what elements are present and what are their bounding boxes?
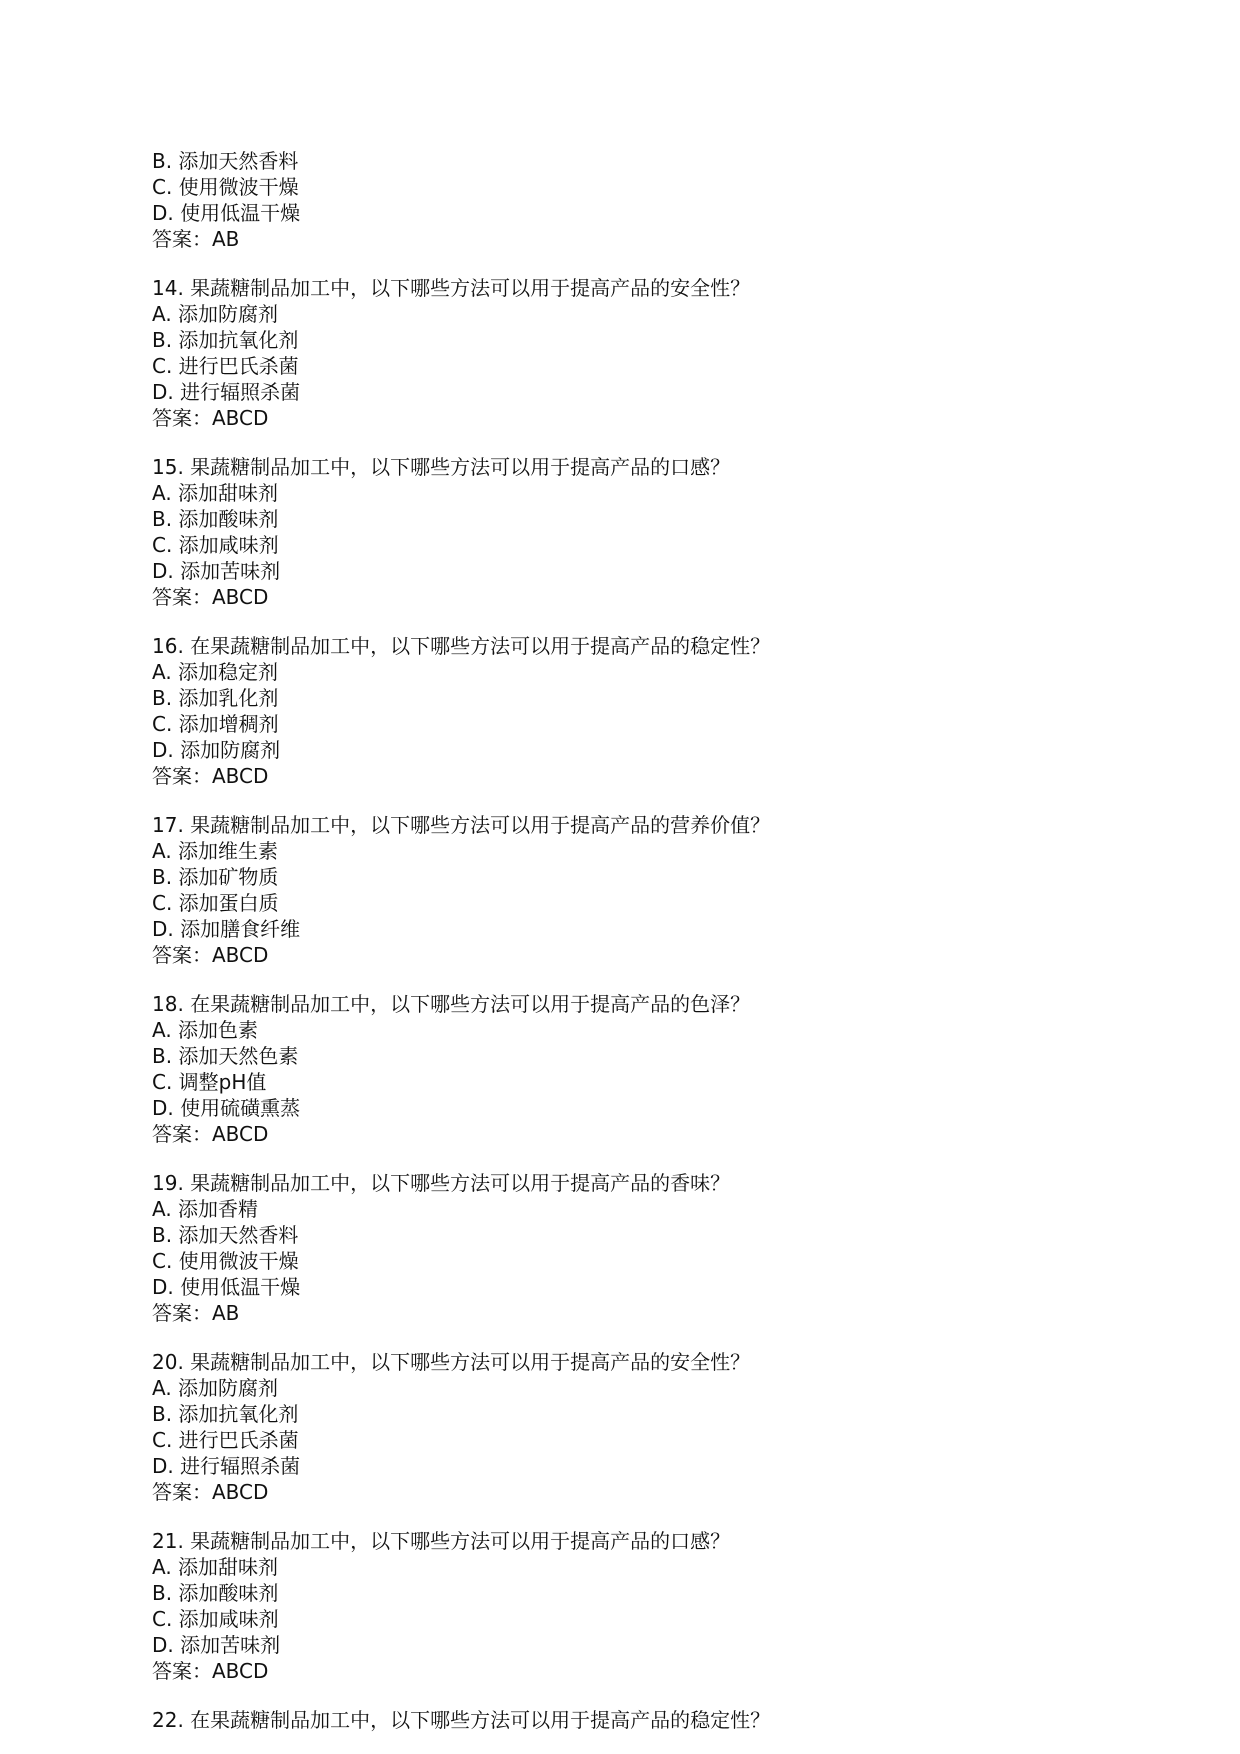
option-c: C. 使用微波干燥 xyxy=(152,1249,299,1273)
question-text: 14. 果蔬糖制品加工中，以下哪些方法可以用于提高产品的安全性？ xyxy=(152,276,751,300)
option-a: A. 添加防腐剂 xyxy=(152,302,279,326)
option-d: D. 添加苦味剂 xyxy=(152,559,281,583)
question-text: 17. 果蔬糖制品加工中，以下哪些方法可以用于提高产品的营养价值？ xyxy=(152,813,771,837)
answer-line: 答案：ABCD xyxy=(152,406,269,430)
question-text: 16. 在果蔬糖制品加工中，以下哪些方法可以用于提高产品的稳定性？ xyxy=(152,634,771,658)
option-a: A. 添加香精 xyxy=(152,1197,259,1221)
option-b: B. 添加抗氧化剂 xyxy=(152,1402,299,1426)
question-text: 21. 果蔬糖制品加工中，以下哪些方法可以用于提高产品的口感？ xyxy=(152,1529,731,1553)
option-b: B. 添加矿物质 xyxy=(152,865,279,889)
option-b: B. 添加乳化剂 xyxy=(152,686,279,710)
document-page xyxy=(152,148,1152,1733)
question-text: 18. 在果蔬糖制品加工中，以下哪些方法可以用于提高产品的色泽？ xyxy=(152,992,751,1016)
option-a: A. 添加色素 xyxy=(152,1018,259,1042)
option-b: B. 添加酸味剂 xyxy=(152,1581,279,1605)
question-19 xyxy=(152,1170,1152,1326)
answer-line: 答案：ABCD xyxy=(152,1122,269,1146)
option-a: A. 添加防腐剂 xyxy=(152,1376,279,1400)
answer-line: 答案：ABCD xyxy=(152,943,269,967)
answer-line: 答案：ABCD xyxy=(152,1480,269,1504)
option-d: D. 使用低温干燥 xyxy=(152,201,301,225)
intro-block xyxy=(152,148,1152,252)
question-14 xyxy=(152,275,1152,431)
answer-line: 答案：ABCD xyxy=(152,585,269,609)
option-b: B. 添加抗氧化剂 xyxy=(152,328,299,352)
option-d: D. 使用低温干燥 xyxy=(152,1275,301,1299)
question-text: 20. 果蔬糖制品加工中，以下哪些方法可以用于提高产品的安全性？ xyxy=(152,1350,751,1374)
question-text: 22. 在果蔬糖制品加工中，以下哪些方法可以用于提高产品的稳定性？ xyxy=(152,1708,771,1732)
answer-line: 答案：ABCD xyxy=(152,764,269,788)
option-d: D. 添加防腐剂 xyxy=(152,738,281,762)
option-c: C. 添加咸味剂 xyxy=(152,1607,279,1631)
question-22 xyxy=(152,1707,1152,1733)
option-c: C. 进行巴氏杀菌 xyxy=(152,1428,299,1452)
option-c: C. 进行巴氏杀菌 xyxy=(152,354,299,378)
option-a: A. 添加稳定剂 xyxy=(152,660,279,684)
question-16 xyxy=(152,633,1152,789)
option-d: D. 进行辐照杀菌 xyxy=(152,1454,301,1478)
option-c: C. 添加增稠剂 xyxy=(152,712,279,736)
option-b: B. 添加天然香料 xyxy=(152,1223,299,1247)
question-text: 15. 果蔬糖制品加工中，以下哪些方法可以用于提高产品的口感？ xyxy=(152,455,731,479)
option-b: B. 添加天然色素 xyxy=(152,1044,299,1068)
question-17 xyxy=(152,812,1152,968)
option-a: A. 添加维生素 xyxy=(152,839,279,863)
question-15 xyxy=(152,454,1152,610)
question-text: 19. 果蔬糖制品加工中，以下哪些方法可以用于提高产品的香味？ xyxy=(152,1171,731,1195)
option-d: D. 添加苦味剂 xyxy=(152,1633,281,1657)
option-c: C. 添加咸味剂 xyxy=(152,533,279,557)
option-d: D. 添加膳食纤维 xyxy=(152,917,301,941)
question-21 xyxy=(152,1528,1152,1684)
option-b: B. 添加酸味剂 xyxy=(152,507,279,531)
option-d: D. 进行辐照杀菌 xyxy=(152,380,301,404)
question-18 xyxy=(152,991,1152,1147)
answer-line: 答案：ABCD xyxy=(152,1659,269,1683)
option-c: C. 添加蛋白质 xyxy=(152,891,279,915)
option-b: B. 添加天然香料 xyxy=(152,149,299,173)
option-a: A. 添加甜味剂 xyxy=(152,481,279,505)
answer-line: 答案：AB xyxy=(152,227,240,251)
option-a: A. 添加甜味剂 xyxy=(152,1555,279,1579)
option-d: D. 使用硫磺熏蒸 xyxy=(152,1096,301,1120)
option-c: C. 使用微波干燥 xyxy=(152,175,299,199)
option-c: C. 调整pH值 xyxy=(152,1070,267,1094)
answer-line: 答案：AB xyxy=(152,1301,240,1325)
question-20 xyxy=(152,1349,1152,1505)
